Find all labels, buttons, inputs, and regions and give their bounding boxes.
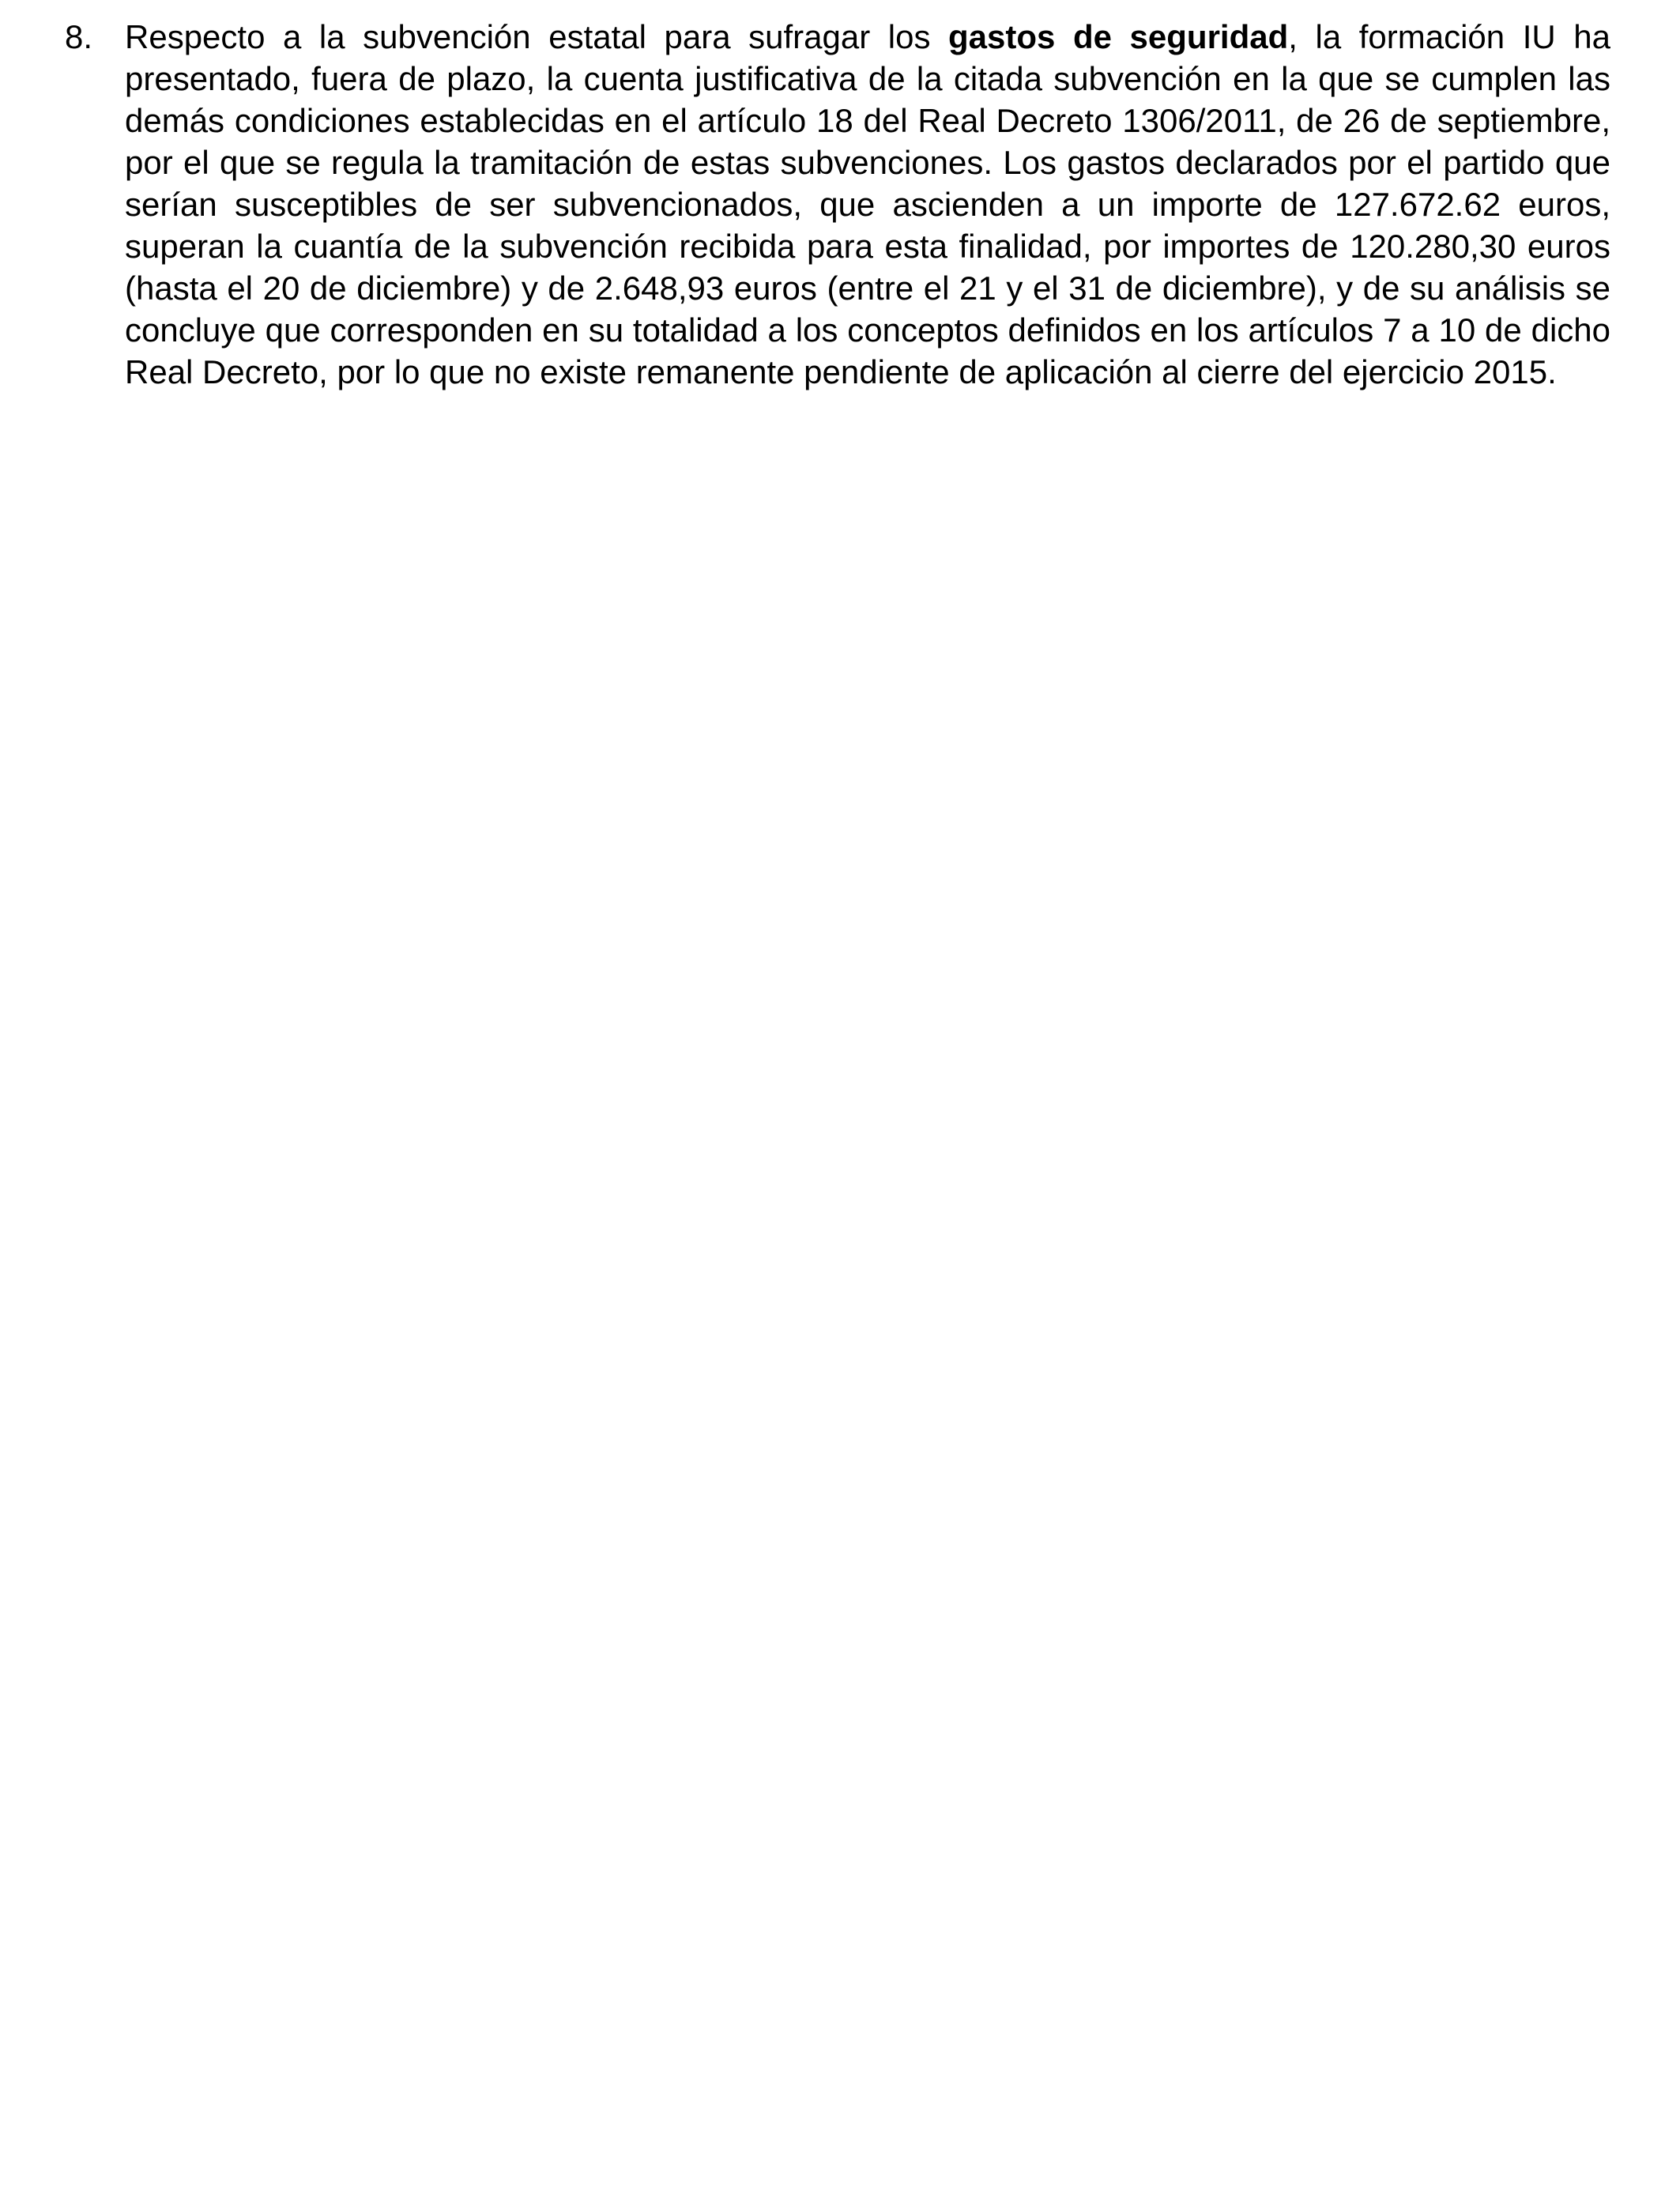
- paragraph-text: [125, 16, 1610, 393]
- paragraph-text-rest: , la formación IU ha presentado, fuera de plazo, la cuenta justificativa de la citada subvención en la que se cumplen las demás condiciones establecidas en el artículo 18 del Real Decreto 1306/2011, de 26 de septiembre, por el que se regula la tramitación de estas subvenciones. Los gastos declarados por el partido que serían susceptibles de ser subvencionados, que ascienden a un importe de 127.672.62 euros, superan la cuantía de la subvención recibida para esta finalidad, por importes de 120.280,30 euros (hasta el 20 de diciembre) y de 2.648,93 euros (entre el 21 y el 31 de diciembre), y de su análisis se concluye que corresponden en su totalidad a los conceptos definidos en los artículos 7 a 10 de dicho Real Decreto, por lo que no existe remanente pendiente de aplicación al cierre del ejercicio 2015.: [125, 18, 1610, 390]
- paragraph-number: 8.: [65, 18, 93, 55]
- bold-phrase: gastos de seguridad: [948, 18, 1289, 55]
- numbered-paragraph: [65, 16, 1614, 393]
- paragraph-text-start: Respecto a la subvención estatal para sufragar los: [125, 18, 949, 55]
